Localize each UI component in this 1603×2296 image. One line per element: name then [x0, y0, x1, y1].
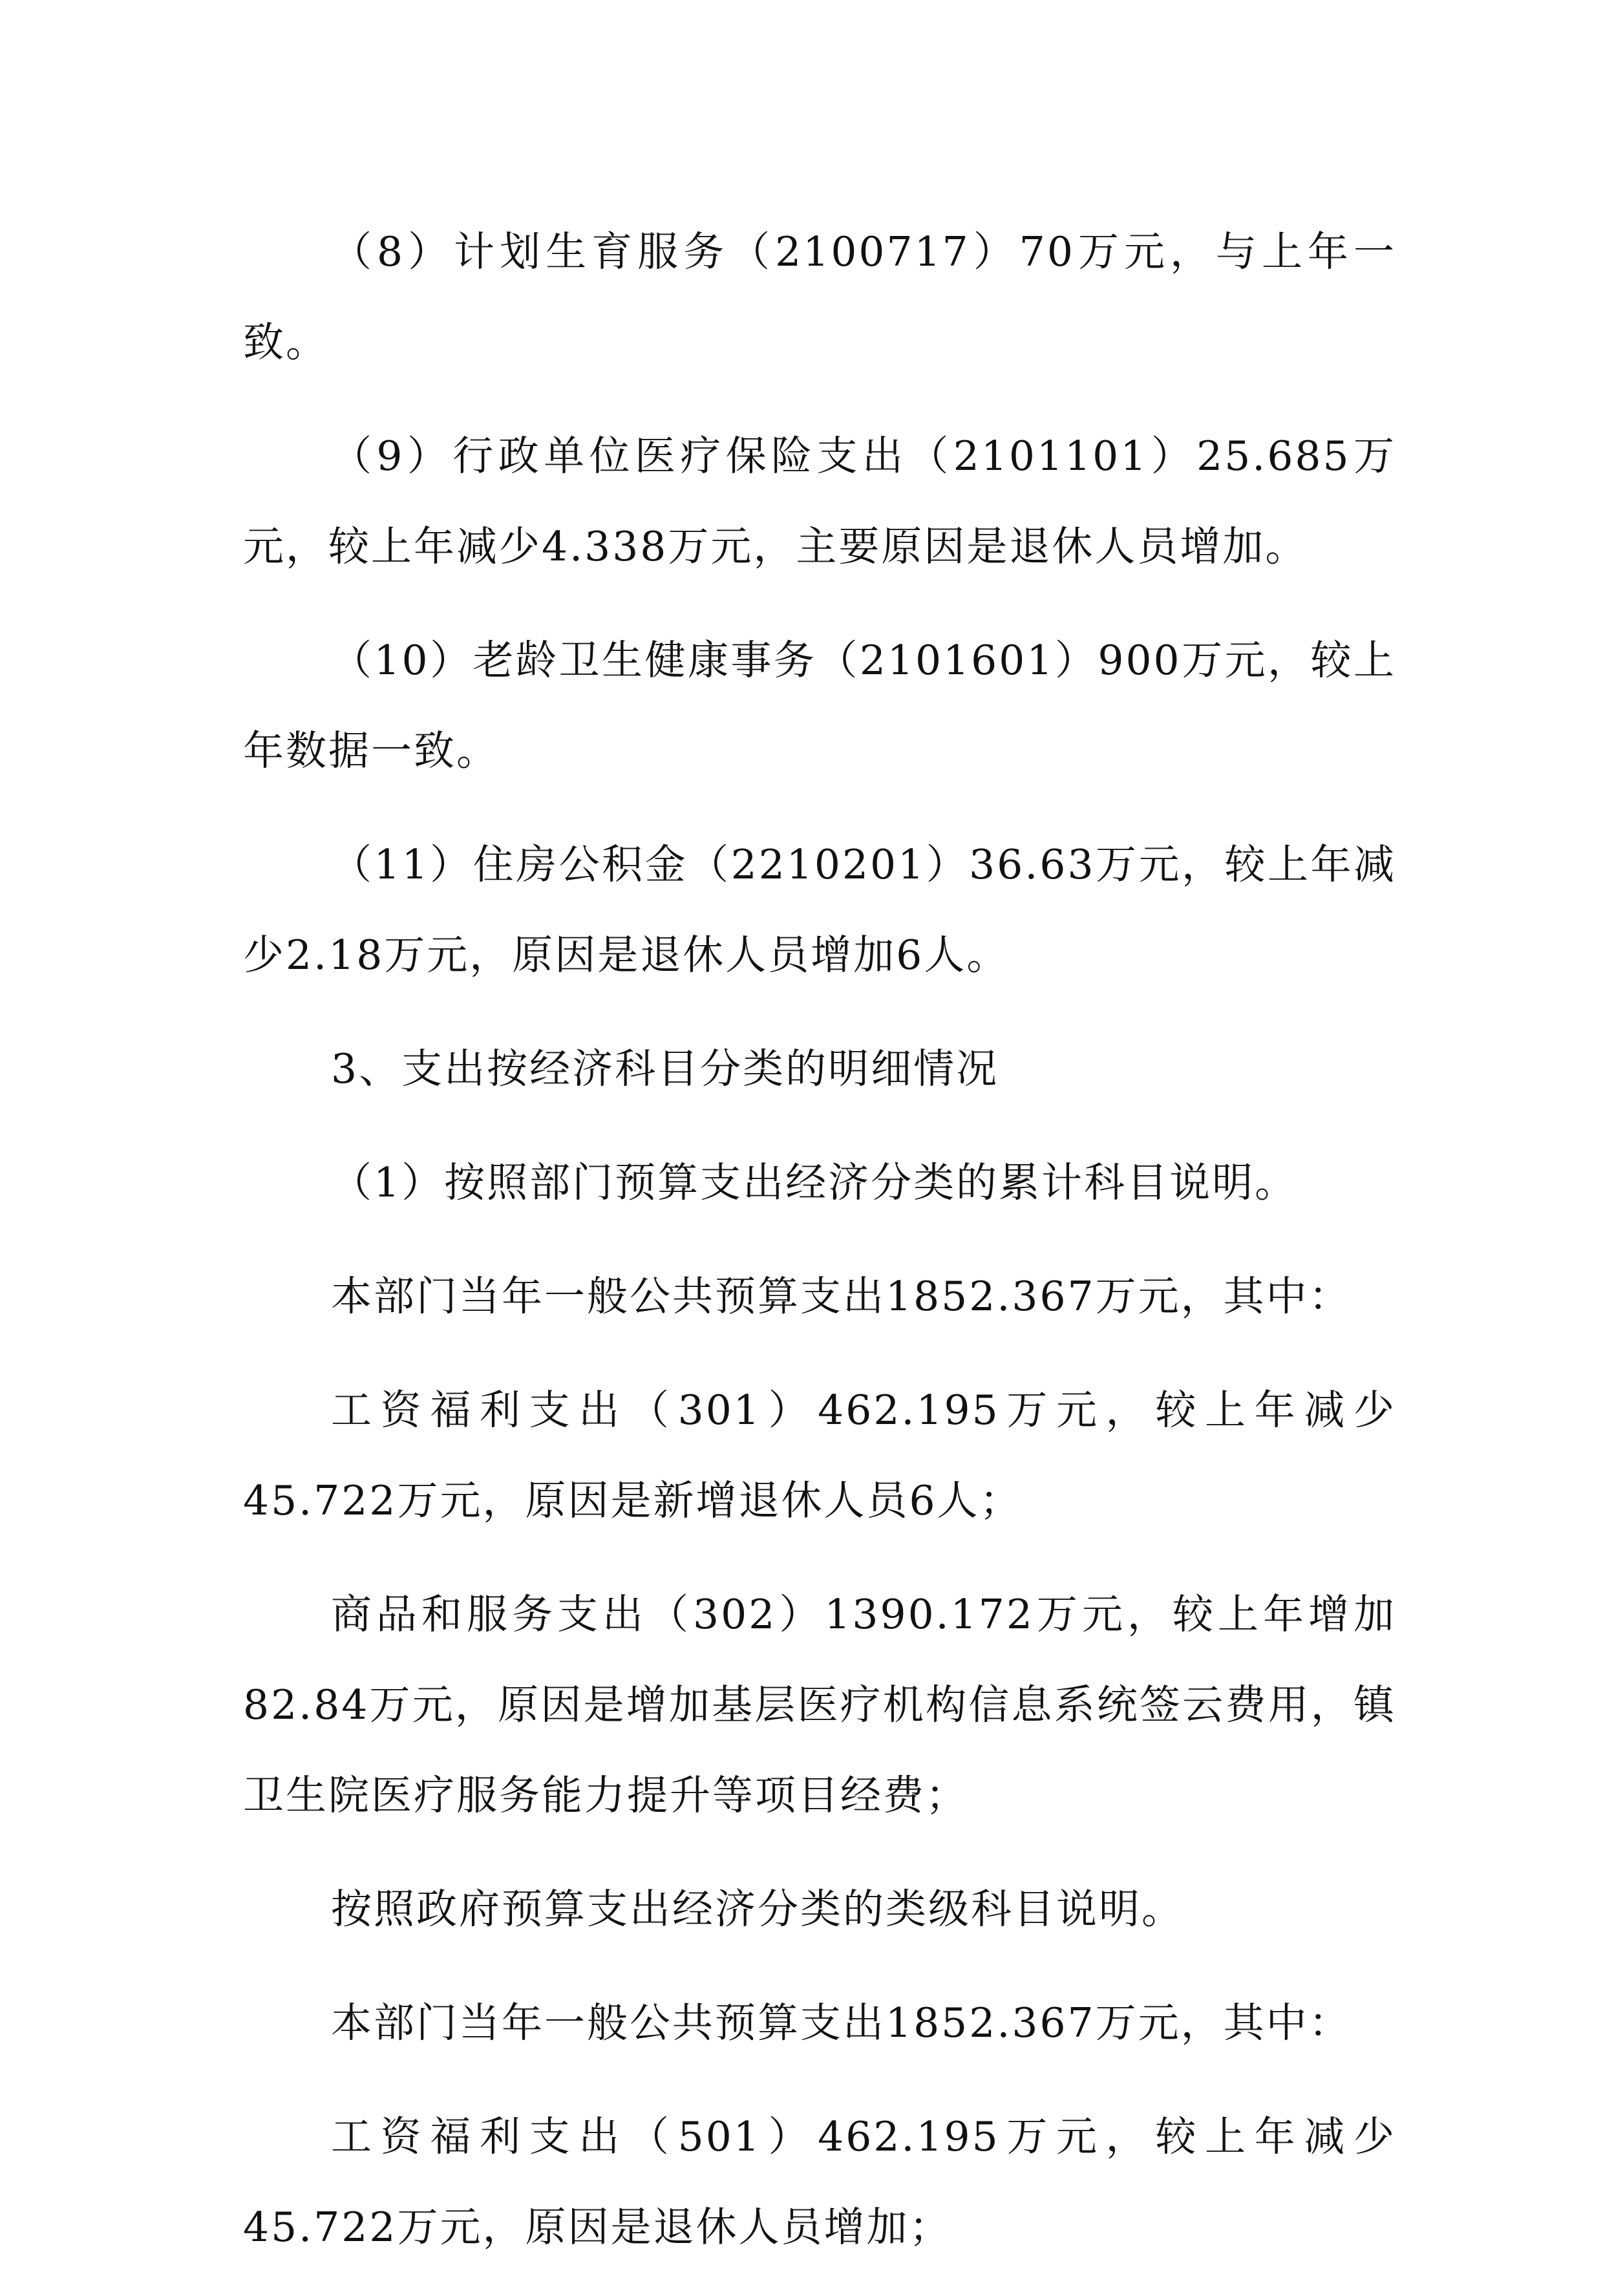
paragraph-goods-services-302: 商品和服务支出（302）1390.172万元，较上年增加82.84万元，原因是增加基层医疗机构信息系统签云费用，镇卫生院医疗服务能力提升等项目经费； — [243, 1591, 1396, 1819]
paragraph-total-expenditure: 本部门当年一般公共预算支出1852.367万元，其中： — [331, 1273, 1352, 1320]
paragraph-salary-welfare-301: 工资福利支出（301）462.195万元，较上年减少45.722万元，原因是新增退休人员6人； — [243, 1387, 1396, 1524]
paragraph-elderly-health: （10）老龄卫生健康事务（2101601）900万元，较上年数据一致。 — [243, 637, 1396, 774]
paragraph-family-planning: （8）计划生育服务（2100717）70万元，与上年一致。 — [243, 228, 1396, 366]
document-body — [243, 207, 1396, 2296]
section-heading-economic-classification: 3、支出按经济科目分类的明细情况 — [331, 1045, 999, 1092]
paragraph-housing-fund: （11）住房公积金（2210201）36.63万元，较上年减少2.18万元，原因是退休人员增加6人。 — [243, 841, 1396, 979]
paragraph-government-budget-note: 按照政府预算支出经济分类的类级科目说明。 — [331, 1886, 1184, 1933]
paragraph-medical-insurance: （9）行政单位医疗保险支出（2101101）25.685万元，较上年减少4.338万元，主要原因是退休人员增加。 — [243, 432, 1396, 570]
paragraph-salary-welfare-501: 工资福利支出（501）462.195万元，较上年减少45.722万元，原因是退休人员增加； — [243, 2113, 1396, 2251]
paragraph-total-expenditure-2: 本部门当年一般公共预算支出1852.367万元，其中： — [331, 1999, 1352, 2046]
paragraph-department-budget-note: （1）按照部门预算支出经济分类的累计科目说明。 — [331, 1159, 1298, 1206]
